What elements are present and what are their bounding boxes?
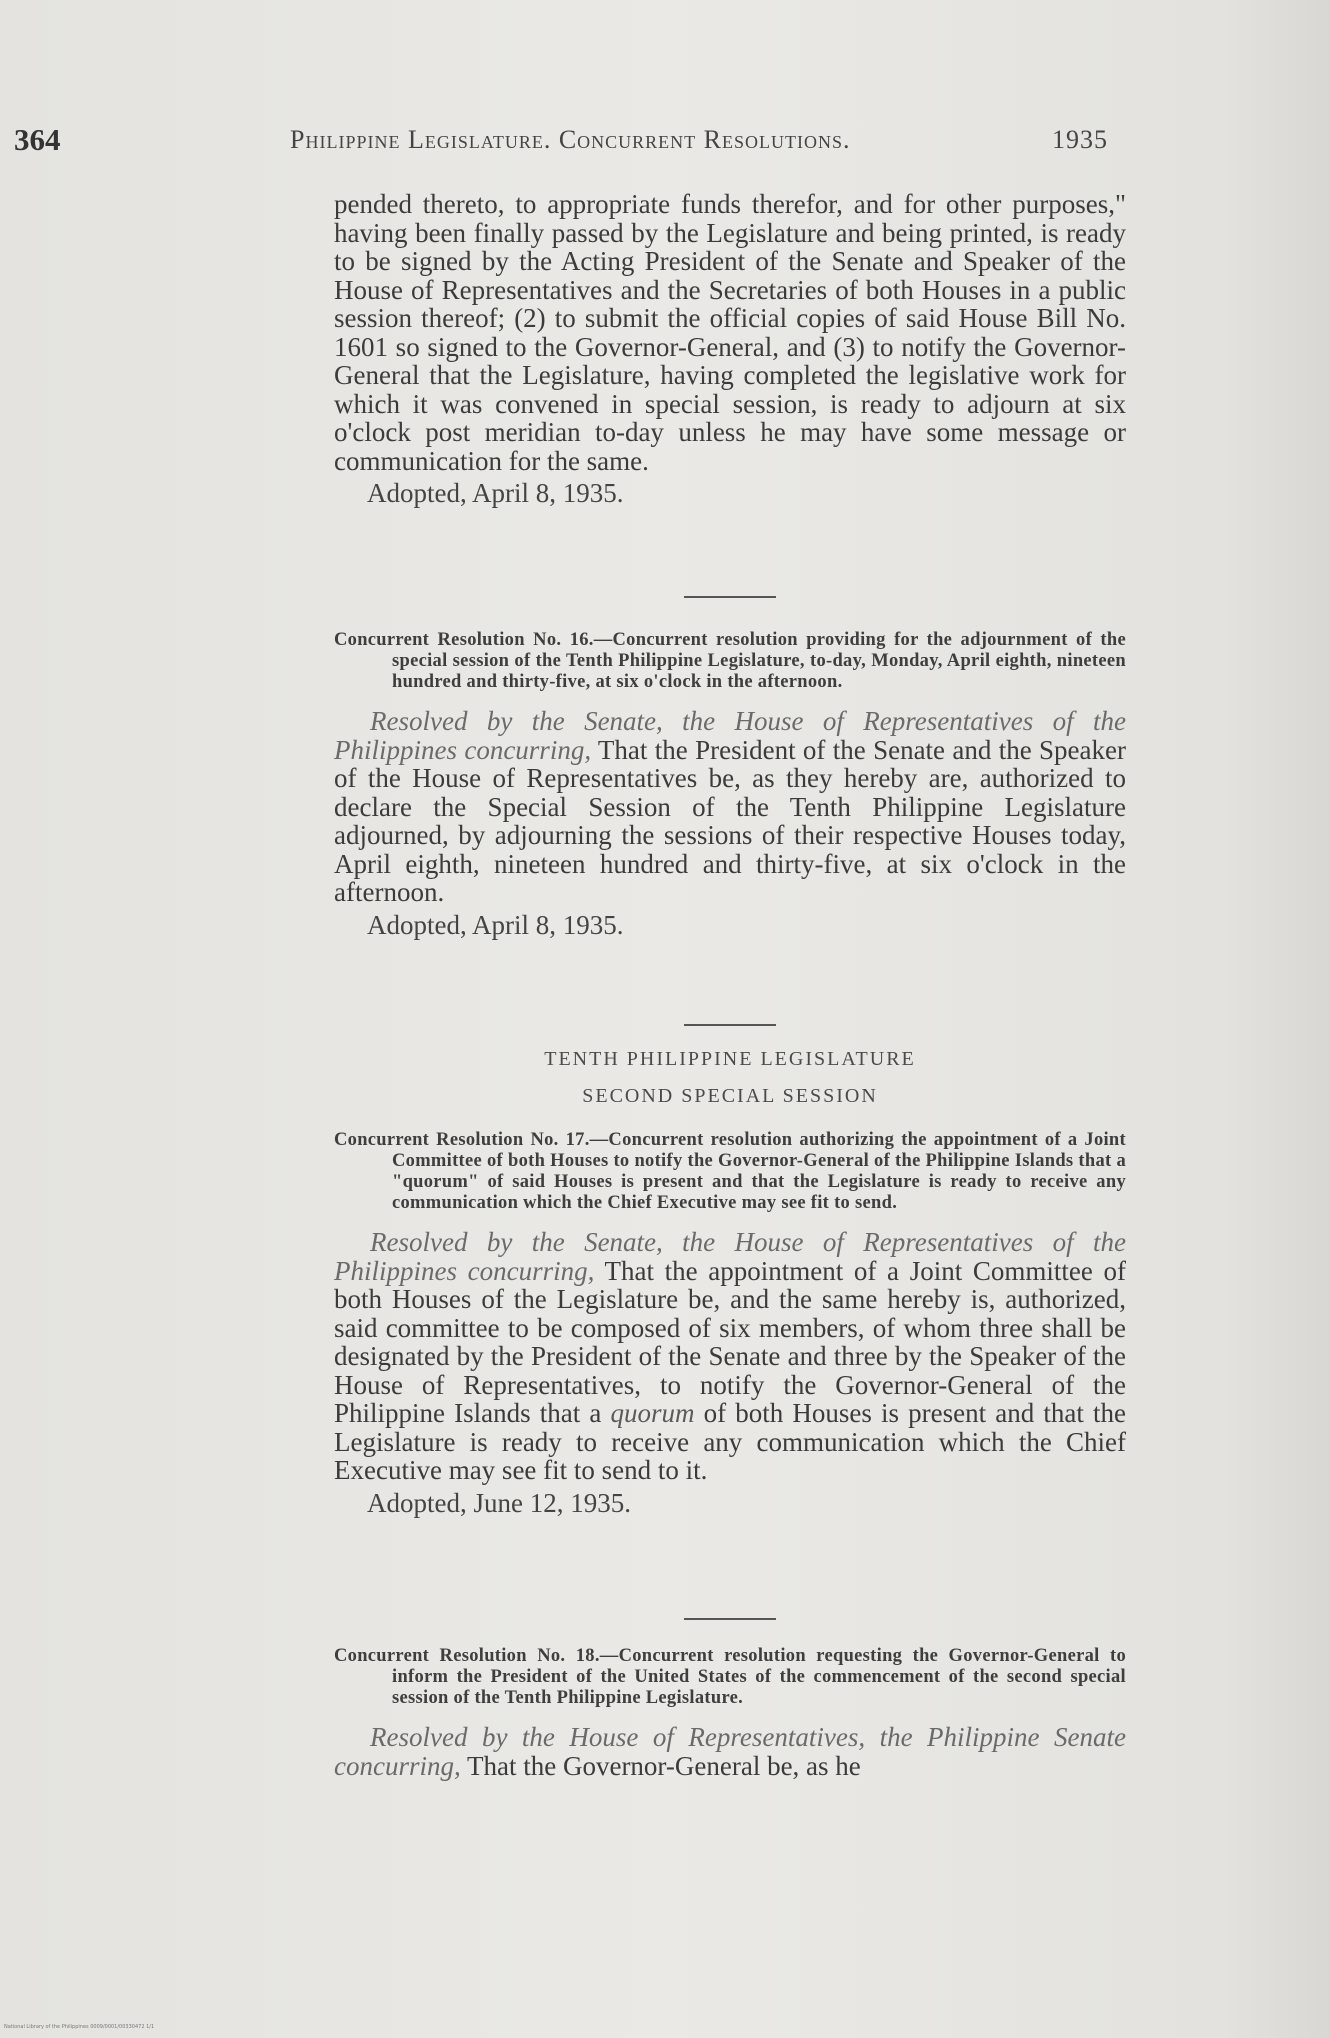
section-divider <box>334 596 1126 598</box>
running-head-year: 1935 <box>1052 125 1108 154</box>
adopted-date: Adopted, April 8, 1935. <box>367 909 624 940</box>
resolution-caption: Concurrent Resolution No. 18.—Concurrent resolution requesting the Governor-General to inform the President of the United States of the commencement of the second special session of the Tenth Philippine Legislature. <box>334 1646 1126 1708</box>
running-head: Philippine Legislature. Concurrent Resolutions. <box>290 125 851 154</box>
page-header <box>0 122 1330 162</box>
section-divider <box>334 1618 1126 1620</box>
archive-footer-note: National Library of the Philippines 0009/0001/00330472 1/1 <box>4 2024 155 2030</box>
section-divider <box>334 1024 1126 1026</box>
resolved-clause: Resolved by the Senate, the House of Representatives of the Philippines concurring, <box>334 1227 1126 1286</box>
quorum-term: quorum <box>610 1398 695 1428</box>
resolution-body <box>334 1228 1126 1485</box>
resolution-16 <box>334 630 1126 940</box>
resolution-body <box>334 1723 1126 1780</box>
divider-rule <box>684 1024 776 1026</box>
resolution-text: That the appointment of a Joint Committee of both Houses of the Legislature be, and the same hereby is, authorized, said committee to be composed of six members, of whom three shall be designated by the President of the Senate and three by the Speaker of the House of Representatives, to notify the Governor-General of the Philippine Islands that a <box>334 1255 1126 1428</box>
resolution-body <box>334 707 1126 907</box>
adopted-date: Adopted, April 8, 1935. <box>367 478 624 508</box>
resolution-18 <box>334 1646 1126 1780</box>
resolution-text: That the President of the Senate and the Speaker of the House of Representatives be, as they hereby are, authorized to declare the Special Session of the Tenth Philippine Legislature adjourned, by adjourning the sessions of their respective Houses today, April eighth, nineteen hundred and thirty-five, at six o'clock in the afternoon. <box>334 734 1126 907</box>
divider-rule <box>684 596 776 598</box>
adopted-date: Adopted, June 12, 1935. <box>367 1487 631 1518</box>
continued-resolution-text: pended thereto, to appropriate funds therefor, and for other purposes," having been finally passed by the Legislature and being printed, is ready to be signed by the Acting President of the Senate and Speaker of the House of Representatives and the Secretaries of both Houses in a public session thereof; (2) to submit the official copies of said House Bill No. 1601 so signed to the Governor-General, and (3) to notify the Governor-General that the Legislature, having completed the legislative work for which it was convened in special session, is ready to adjourn at six o'clock post meridian to-day unless he may have some message or communication for the same. <box>334 189 1126 476</box>
resolved-clause: Resolved by the House of Representatives, the Philippine Senate concurring, <box>334 1722 1126 1781</box>
resolution-caption: Concurrent Resolution No. 16.—Concurrent resolution providing for the adjournment of the special session of the Tenth Philippine Legislature, to-day, Monday, April eighth, nineteen hundred and thirty-five, at six o'clock in the afternoon. <box>334 630 1126 692</box>
resolution-text: That the Governor-General be, as he <box>460 1750 861 1781</box>
resolution-17 <box>334 1130 1126 1518</box>
section-heading <box>334 1048 1126 1108</box>
section-title: TENTH PHILIPPINE LEGISLATURE <box>544 1048 916 1070</box>
resolved-clause: Resolved by the Senate, the House of Representatives of the Philippines concurring, <box>334 706 1126 765</box>
resolution-caption: Concurrent Resolution No. 17.—Concurrent resolution authorizing the appointment of a Joint Committee of both Houses to notify the Governor-General of the Philippine Islands that a "quorum" of said Houses is present and that the Legislature is ready to receive any communication which the Chief Executive may see fit to send. <box>334 1130 1126 1213</box>
continued-resolution <box>334 190 1126 508</box>
resolution-text: of both Houses is present and that the Legislature is ready to receive any communication which the Chief Executive may see fit to send to it. <box>334 1398 1126 1485</box>
page-number: 364 <box>14 122 61 157</box>
section-subtitle: SECOND SPECIAL SESSION <box>582 1085 878 1107</box>
divider-rule <box>684 1618 776 1620</box>
